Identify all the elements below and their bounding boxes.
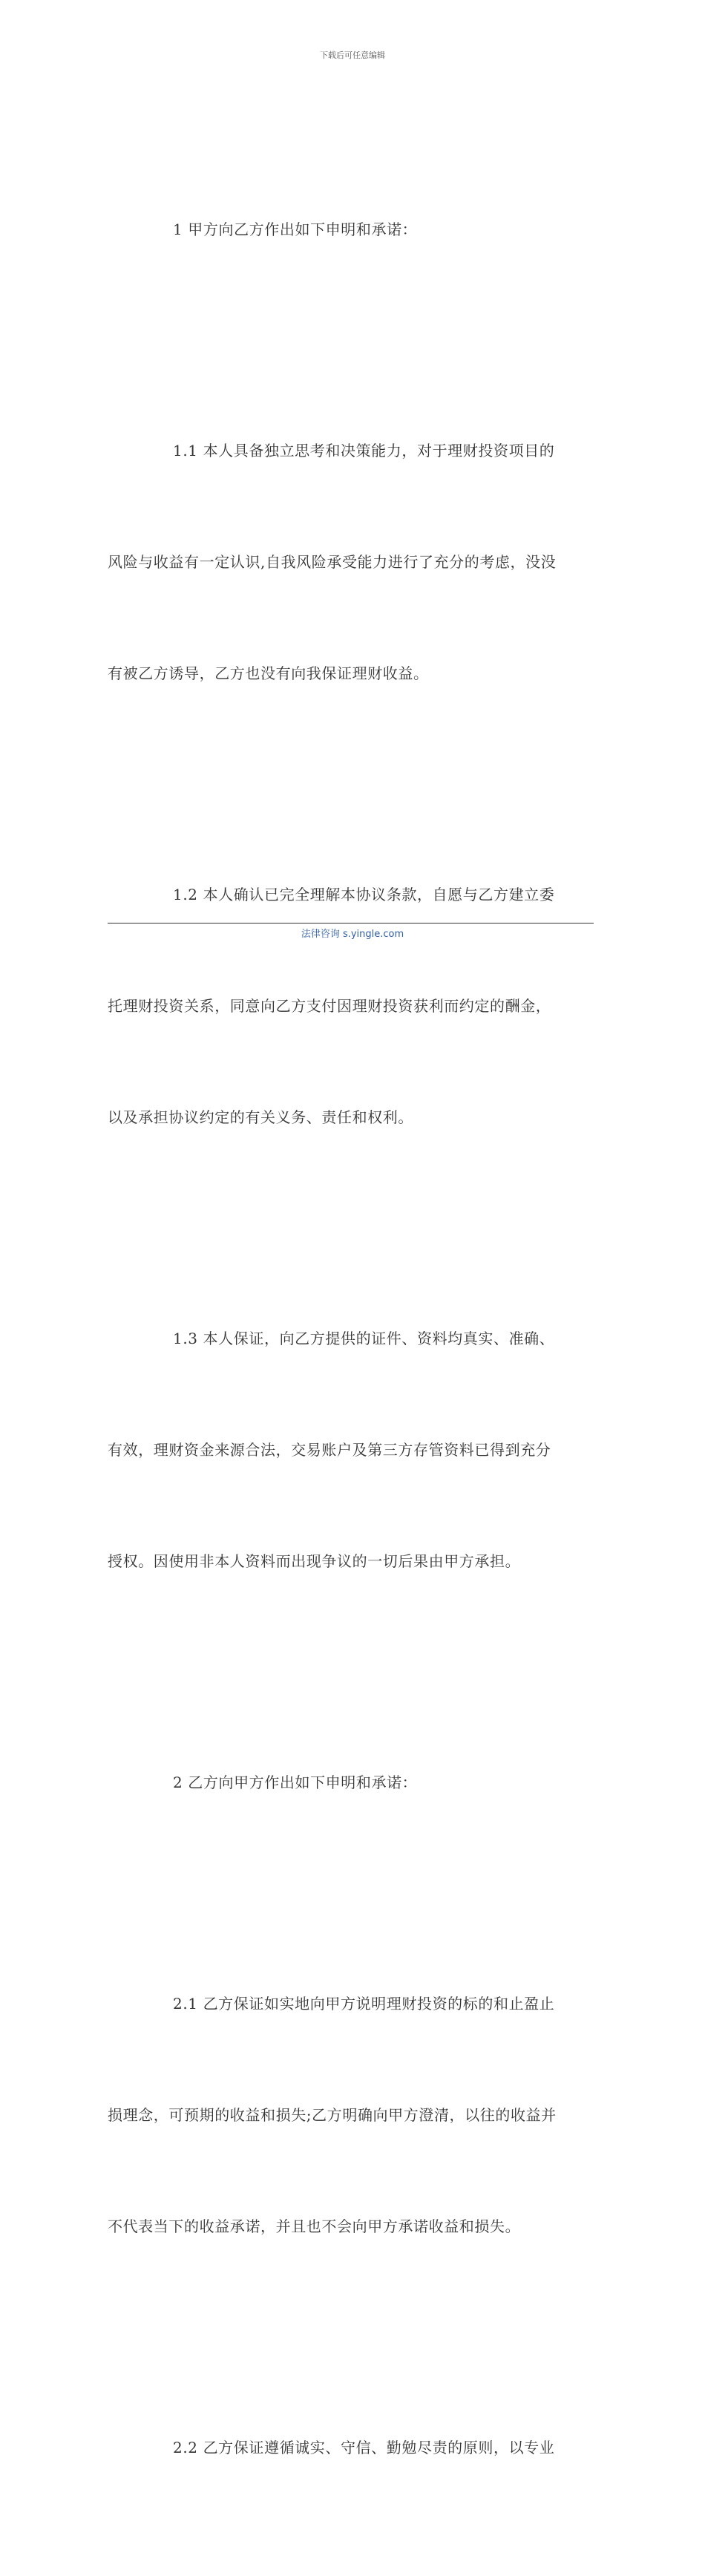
paragraph-line: 2 乙方向甲方作出如下申明和承诺： xyxy=(173,1774,418,1791)
page-footer: 法律咨询 s.yingle.com xyxy=(301,929,404,940)
paragraph-2-2 xyxy=(108,2355,597,2540)
paragraph-1-3 xyxy=(108,1246,597,1654)
document-body xyxy=(108,137,597,2576)
paragraph-line: 1.1 本人具备独立思考和决策能力，对于理财投资项目的 xyxy=(173,442,555,460)
paragraph-1 xyxy=(108,137,597,322)
paragraph-line: 以及承担协议约定的有关义务、责任和权利。 xyxy=(108,1108,413,1126)
paragraph-2-1 xyxy=(108,1911,597,2319)
paragraph-line: 风险与收益有一定认识,自我风险承受能力进行了充分的考虑，没没 xyxy=(108,553,557,571)
paragraph-1-2 xyxy=(108,802,597,1210)
paragraph-line: 1.2 本人确认已完全理解本协议条款，自愿与乙方建立委 xyxy=(173,886,555,903)
paragraph-line: 有被乙方诱导，乙方也没有向我保证理财收益。 xyxy=(108,664,429,682)
paragraph-2 xyxy=(108,1690,597,1875)
paragraph-line: 损理念，可预期的收益和损失;乙方明确向甲方澄清，以往的收益并 xyxy=(108,2106,557,2124)
paragraph-1-1 xyxy=(108,358,597,766)
paragraph-line: 有效，理财资金来源合法，交易账户及第三方存管资料已得到充分 xyxy=(108,1441,551,1459)
paragraph-line: 授权。因使用非本人资料而出现争议的一切后果由甲方承担。 xyxy=(108,1552,521,1570)
paragraph-line: 1.3 本人保证，向乙方提供的证件、资料均真实、准确、 xyxy=(173,1330,555,1347)
page-header: 下载后可任意编辑 xyxy=(320,50,385,60)
paragraph-line: 不代表当下的收益承诺，并且也不会向甲方承诺收益和损失。 xyxy=(108,2217,521,2235)
paragraph-line: 2.1 乙方保证如实地向甲方说明理财投资的标的和止盈止 xyxy=(173,1995,555,2013)
paragraph-line: 托理财投资关系，同意向乙方支付因理财投资获利而约定的酬金， xyxy=(108,997,551,1015)
paragraph-line: 1 甲方向乙方作出如下申明和承诺： xyxy=(173,220,418,238)
paragraph-line: 2.2 乙方保证遵循诚实、守信、勤勉尽责的原则，以专业 xyxy=(173,2439,555,2456)
